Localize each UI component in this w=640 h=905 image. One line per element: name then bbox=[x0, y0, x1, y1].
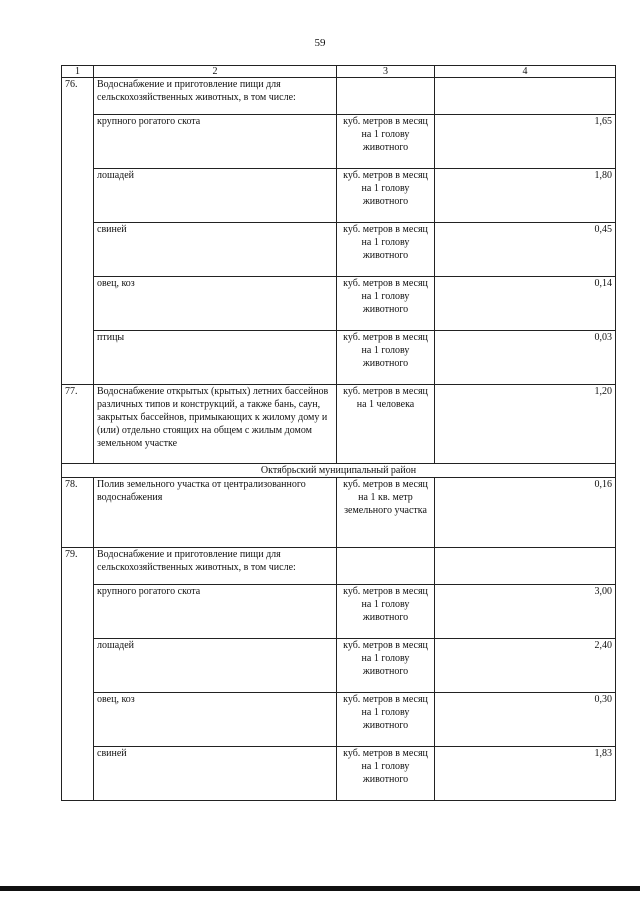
column-header: 1 bbox=[62, 66, 94, 78]
row-description: Водоснабжение открытых (крытых) летних бассейнов различных типов и конструкций, а также бань, саун, закрытых бассейнов, примыкающих к жилому дому и (или) отдельно стоящих на общем с жилым домом земельном участке bbox=[94, 385, 337, 464]
row-description: свиней bbox=[94, 223, 337, 277]
row-unit bbox=[337, 548, 435, 585]
row-value: 1,20 bbox=[435, 385, 616, 464]
row-value: 3,00 bbox=[435, 585, 616, 639]
row-description: лошадей bbox=[94, 169, 337, 223]
row-unit: куб. метров в месяц на 1 голову животного bbox=[337, 331, 435, 385]
row-description: Водоснабжение и приготовление пищи для сельскохозяйственных животных, в том числе: bbox=[94, 548, 337, 585]
table-row bbox=[62, 693, 616, 747]
row-unit: куб. метров в месяц на 1 голову животного bbox=[337, 585, 435, 639]
table-row bbox=[62, 169, 616, 223]
row-value: 0,45 bbox=[435, 223, 616, 277]
row-description: птицы bbox=[94, 331, 337, 385]
table-header-row bbox=[62, 66, 616, 78]
row-unit: куб. метров в месяц на 1 голову животного bbox=[337, 223, 435, 277]
table-row bbox=[62, 385, 616, 464]
row-unit: куб. метров в месяц на 1 человека bbox=[337, 385, 435, 464]
table-row bbox=[62, 747, 616, 801]
row-value: 1,83 bbox=[435, 747, 616, 801]
row-description: свиней bbox=[94, 747, 337, 801]
row-value bbox=[435, 78, 616, 115]
row-number: 79. bbox=[62, 548, 94, 801]
row-unit: куб. метров в месяц на 1 кв. метр земельного участка bbox=[337, 478, 435, 548]
table-row bbox=[62, 478, 616, 548]
table-row bbox=[62, 277, 616, 331]
row-description: овец, коз bbox=[94, 277, 337, 331]
row-number: 76. bbox=[62, 78, 94, 385]
column-header: 4 bbox=[435, 66, 616, 78]
row-description: Водоснабжение и приготовление пищи для сельскохозяйственных животных, в том числе: bbox=[94, 78, 337, 115]
row-unit: куб. метров в месяц на 1 голову животного bbox=[337, 277, 435, 331]
row-value: 2,40 bbox=[435, 639, 616, 693]
row-value: 0,30 bbox=[435, 693, 616, 747]
row-value: 1,80 bbox=[435, 169, 616, 223]
row-description: лошадей bbox=[94, 639, 337, 693]
row-unit: куб. метров в месяц на 1 голову животного bbox=[337, 747, 435, 801]
bottom-rule bbox=[0, 886, 640, 891]
row-unit: куб. метров в месяц на 1 голову животного bbox=[337, 639, 435, 693]
table-row bbox=[62, 464, 616, 478]
row-value: 0,16 bbox=[435, 478, 616, 548]
row-value: 1,65 bbox=[435, 115, 616, 169]
norms-table bbox=[61, 65, 616, 801]
table-row bbox=[62, 78, 616, 115]
row-unit bbox=[337, 78, 435, 115]
table-row bbox=[62, 331, 616, 385]
column-header: 2 bbox=[94, 66, 337, 78]
row-number: 77. bbox=[62, 385, 94, 464]
page-number: 59 bbox=[314, 37, 326, 49]
row-unit: куб. метров в месяц на 1 голову животного bbox=[337, 693, 435, 747]
row-number: 78. bbox=[62, 478, 94, 548]
section-heading: Октябрьский муниципальный район bbox=[62, 464, 616, 478]
column-header: 3 bbox=[337, 66, 435, 78]
row-unit: куб. метров в месяц на 1 голову животного bbox=[337, 115, 435, 169]
row-unit: куб. метров в месяц на 1 голову животного bbox=[337, 169, 435, 223]
row-value: 0,03 bbox=[435, 331, 616, 385]
table-row bbox=[62, 585, 616, 639]
table-row bbox=[62, 639, 616, 693]
row-description: крупного рогатого скота bbox=[94, 585, 337, 639]
table-row bbox=[62, 548, 616, 585]
row-value bbox=[435, 548, 616, 585]
table-row bbox=[62, 223, 616, 277]
table-row bbox=[62, 115, 616, 169]
row-value: 0,14 bbox=[435, 277, 616, 331]
row-description: Полив земельного участка от централизованного водоснабжения bbox=[94, 478, 337, 548]
row-description: крупного рогатого скота bbox=[94, 115, 337, 169]
table-body bbox=[62, 78, 616, 801]
row-description: овец, коз bbox=[94, 693, 337, 747]
